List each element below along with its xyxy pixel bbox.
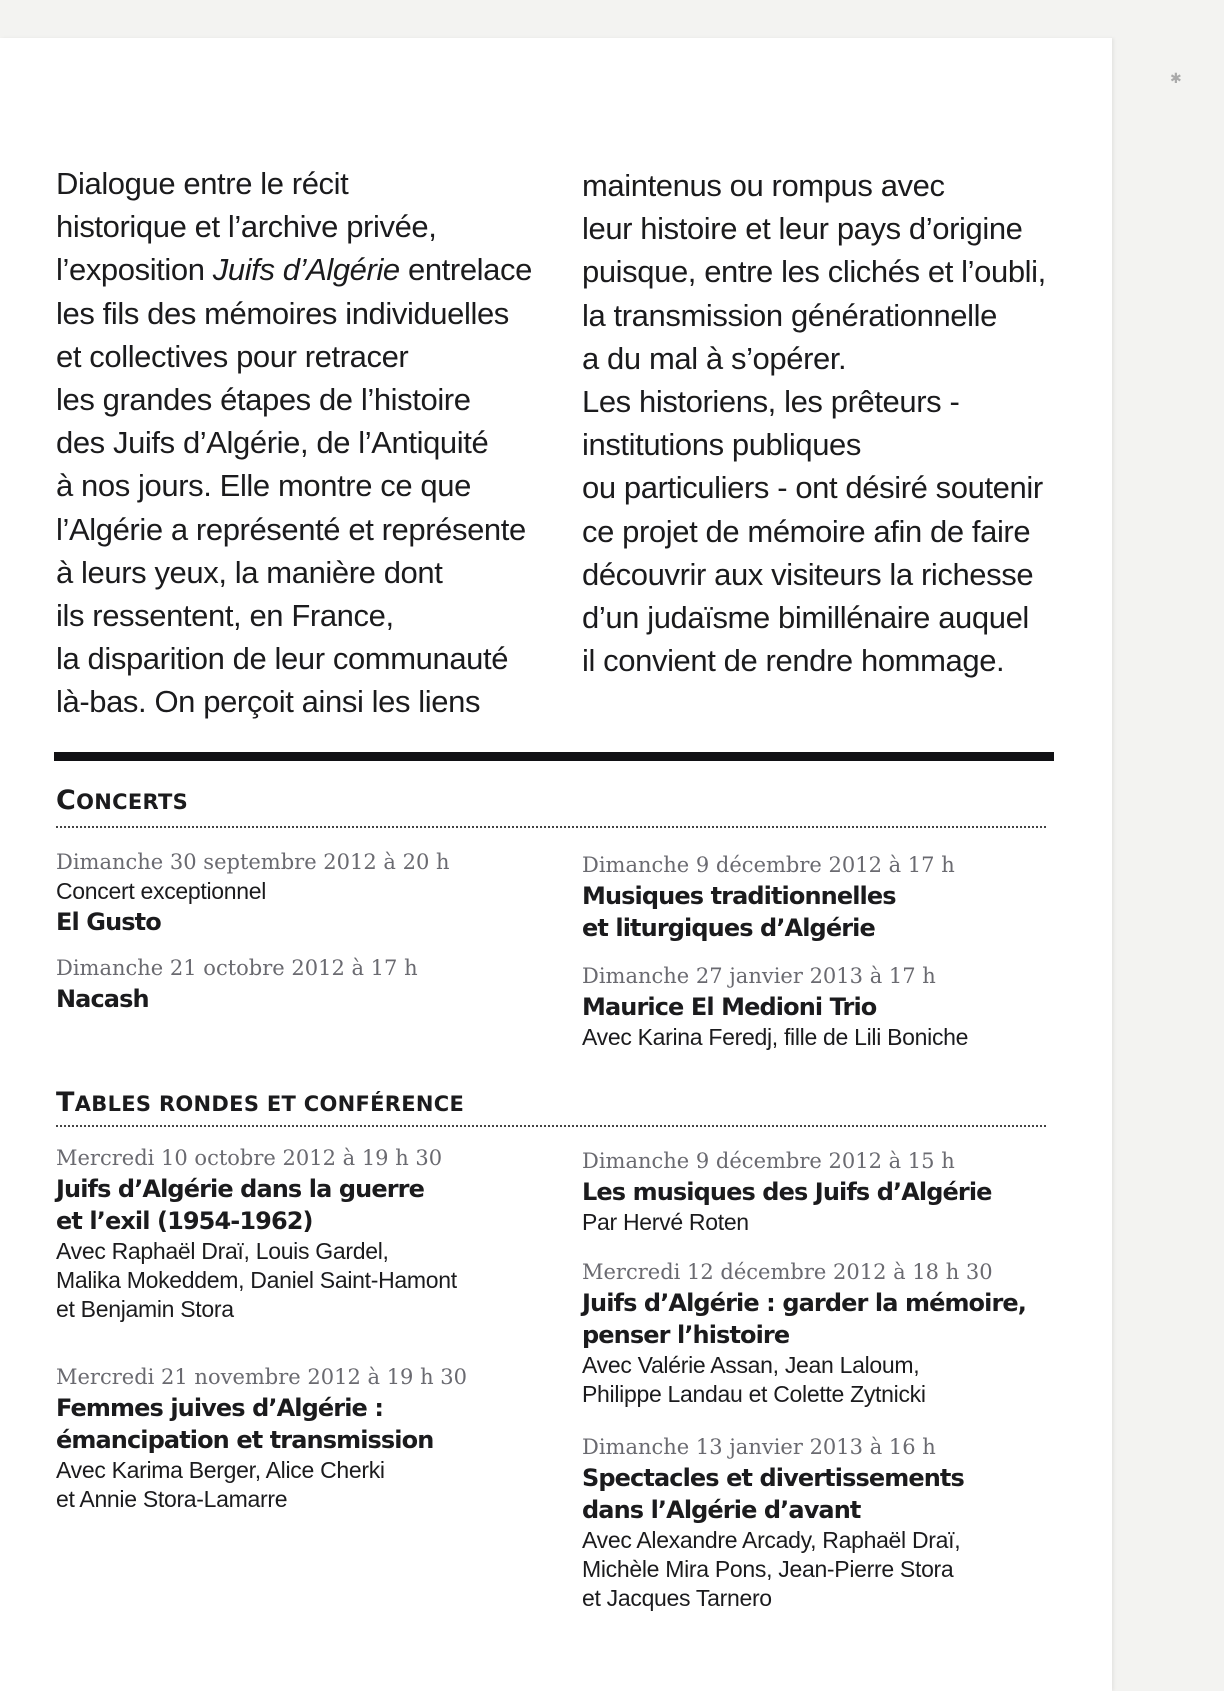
- heading-rest: ABLES RONDES ET CONFÉRENCE: [74, 1092, 465, 1116]
- intro-line: d’un judaïsme bimillénaire auquel: [582, 600, 1029, 636]
- intro-line-prefix: l’exposition: [56, 252, 205, 288]
- intro-line: ce projet de mémoire afin de faire: [582, 513, 1031, 549]
- event-speakers: et Benjamin Stora: [56, 1296, 234, 1322]
- intro-line: ils ressentent, en France,: [56, 598, 394, 634]
- intro-line: historique et l’archive privée,: [56, 209, 437, 245]
- event-title: Spectacles et divertissements: [582, 1464, 964, 1492]
- event-speakers: Michèle Mira Pons, Jean-Pierre Stora: [582, 1556, 954, 1582]
- round-tables-heading: [56, 1087, 464, 1118]
- intro-line: et collectives pour retracer: [56, 338, 409, 374]
- event-title: penser l’histoire: [582, 1321, 790, 1349]
- event-title: Femmes juives d’Algérie :: [56, 1394, 384, 1422]
- intro-line: à leurs yeux, la manière dont: [56, 554, 443, 590]
- event-item: [56, 1143, 457, 1324]
- event-date: Dimanche 13 janvier 2013 à 16 h: [582, 1435, 936, 1459]
- event-title: El Gusto: [56, 908, 161, 936]
- scan-speck-icon: ✱: [1170, 70, 1182, 86]
- event-title: émancipation et transmission: [56, 1426, 434, 1454]
- event-title: dans l’Algérie d’avant: [582, 1496, 861, 1524]
- concerts-heading: [56, 785, 188, 816]
- dotted-divider: [56, 826, 1046, 828]
- intro-line: Dialogue entre le récit: [56, 166, 349, 201]
- intro-column-right: [582, 164, 1046, 682]
- event-speakers: et Annie Stora-Lamarre: [56, 1486, 288, 1512]
- event-item: [56, 1362, 467, 1514]
- heading-initial: T: [56, 1087, 75, 1118]
- intro-line: là-bas. On perçoit ainsi les liens: [56, 684, 481, 720]
- event-speakers: Avec Karina Feredj, fille de Lili Boniche: [582, 1024, 969, 1050]
- intro-line: maintenus ou rompus avec: [582, 168, 945, 203]
- event-title: et l’exil (1954-1962): [56, 1207, 313, 1235]
- event-title: Musiques traditionnelles: [582, 882, 896, 910]
- event-date: Dimanche 27 janvier 2013 à 17 h: [582, 964, 936, 988]
- intro-line: leur histoire et leur pays d’origine: [582, 211, 1023, 247]
- event-title: Maurice El Medioni Trio: [582, 993, 877, 1021]
- event-title: Juifs d’Algérie : garder la mémoire,: [582, 1289, 1027, 1317]
- event-speakers: Malika Mokeddem, Daniel Saint-Hamont: [56, 1267, 457, 1293]
- event-speakers: Avec Karima Berger, Alice Cherki: [56, 1457, 385, 1483]
- event-item: [582, 1146, 992, 1237]
- event-date: Mercredi 10 octobre 2012 à 19 h 30: [56, 1146, 443, 1170]
- intro-line: [56, 248, 532, 291]
- intro-line: il convient de rendre hommage.: [582, 643, 1005, 679]
- event-item: [582, 1432, 964, 1613]
- intro-line: la transmission générationnelle: [582, 297, 997, 333]
- intro-line: a du mal à s’opérer.: [582, 340, 847, 376]
- intro-line: Les historiens, les prêteurs -: [582, 384, 960, 420]
- intro-column-left: [56, 162, 532, 724]
- event-date: Dimanche 9 décembre 2012 à 17 h: [582, 853, 955, 877]
- intro-line-suffix: entrelace: [408, 252, 532, 288]
- dotted-divider: [56, 1125, 1046, 1127]
- event-speakers: Avec Valérie Assan, Jean Laloum,: [582, 1352, 920, 1378]
- event-speakers: Avec Raphaël Draï, Louis Gardel,: [56, 1238, 389, 1264]
- event-title: et liturgiques d’Algérie: [582, 914, 875, 942]
- event-subtitle: Concert exceptionnel: [56, 878, 267, 904]
- event-date: Dimanche 9 décembre 2012 à 15 h: [582, 1149, 955, 1173]
- event-title: Les musiques des Juifs d’Algérie: [582, 1178, 992, 1206]
- exhibition-title: Juifs d’Algérie: [212, 252, 400, 288]
- event-date: Dimanche 21 octobre 2012 à 17 h: [56, 956, 418, 980]
- event-speakers: Philippe Landau et Colette Zytnicki: [582, 1381, 926, 1407]
- intro-line: à nos jours. Elle montre ce que: [56, 468, 471, 504]
- section-divider: [54, 752, 1054, 761]
- event-date: Mercredi 12 décembre 2012 à 18 h 30: [582, 1260, 993, 1284]
- intro-line: les grandes étapes de l’histoire: [56, 382, 471, 418]
- intro-line: ou particuliers - ont désiré soutenir: [582, 470, 1043, 506]
- intro-line: découvrir aux visiteurs la richesse: [582, 556, 1034, 592]
- intro-line: institutions publiques: [582, 427, 861, 463]
- intro-line: puisque, entre les clichés et l’oubli,: [582, 254, 1046, 290]
- event-date: Mercredi 21 novembre 2012 à 19 h 30: [56, 1365, 468, 1389]
- event-item: [56, 953, 418, 1015]
- heading-initial: C: [56, 785, 77, 816]
- heading-rest: ONCERTS: [76, 790, 189, 814]
- event-title: Juifs d’Algérie dans la guerre: [56, 1175, 424, 1203]
- event-item: [56, 847, 450, 938]
- event-item: [582, 850, 955, 944]
- event-speakers: et Jacques Tarnero: [582, 1585, 772, 1611]
- intro-line: des Juifs d’Algérie, de l’Antiquité: [56, 425, 489, 461]
- intro-line: l’Algérie a représenté et représente: [56, 511, 526, 547]
- intro-line: les fils des mémoires individuelles: [56, 295, 509, 331]
- event-item: [582, 1257, 1026, 1409]
- event-date: Dimanche 30 septembre 2012 à 20 h: [56, 850, 450, 874]
- intro-line: la disparition de leur communauté: [56, 641, 509, 677]
- event-speakers: Par Hervé Roten: [582, 1209, 749, 1235]
- event-speakers: Avec Alexandre Arcady, Raphaël Draï,: [582, 1527, 961, 1553]
- event-title: Nacash: [56, 985, 149, 1013]
- event-item: [582, 961, 968, 1052]
